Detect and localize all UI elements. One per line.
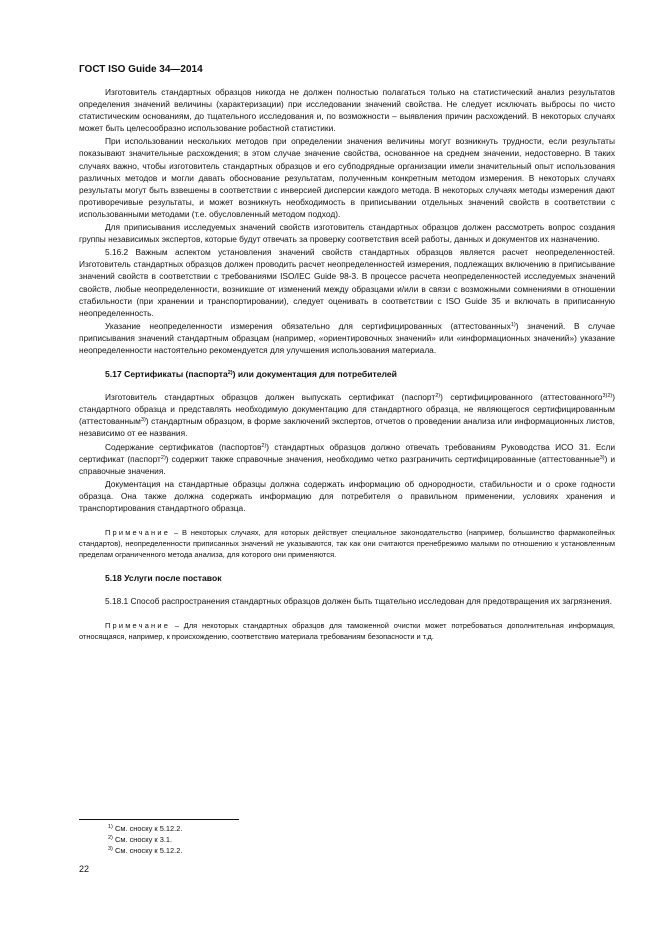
footnote-ref: 2) [261,442,267,449]
text-run: ) стандартных образцов должно отвечать требованиям Руководства ИСО 31. Если сертификат (паспорт [79,441,616,464]
footnote-ref: 3) [140,417,146,424]
document-body [79,86,615,642]
heading-text: 5.17 Сертификаты (паспорта [105,369,228,380]
footnote-ref: 2) [160,454,166,461]
text-run: Содержание сертификатов (паспортов [105,441,262,452]
note [79,620,615,642]
text-run: ) значений. В случае приписывания значений стандартным образцам (например, «ориентировочных значений» или «информационных значений») указание неопределенности настоятельно рекомендуется для улучшения использования материала. [79,320,616,355]
text-run: ) и справочные значения. [79,453,615,476]
footnote [108,846,182,857]
footnote-mark: 1) [108,824,113,830]
footnote-ref: 3)2) [602,393,613,400]
paragraph [79,391,615,439]
paragraph: 5.16.2 Важным аспектом установления значений свойств стандартных образцов является расчет неопределенностей. Изготовитель стандартных образцов должен проводить расчет неопределенностей измерения, подлежащих включению в приписывание значений свойств в соответствии с требованиями ISO/IEC Guide 98-3. В процессе расчета неопределенностей исследуемых значений свойств, любые неопределенности, возникшие от изменений между образцами и/или в связи с возможными сомнениями в отношении стабильности (при хранении и транспортировании), следует оценивать в соответствии с ISO Guide 35 и включать в приписанную неопределенность. [79,247,615,318]
footnote-mark: 3) [108,845,113,852]
text-run: ) стандартного образца и представлять необходимую документацию для стандартного образца, не являющегося сертифицированным (аттестованным [79,392,615,427]
footnote-separator [79,819,239,820]
footnote-ref: 1) [510,321,516,328]
section-heading: 5.18 Услуги после поставок [105,573,222,584]
paragraph: При использовании нескольких методов при определении значения величины могут возникнуть трудности, если результаты показывают значительные расхождения; в этом случае значение свойства, основанное на среднем значении, недостоверно. В таких случаях важно, чтобы изготовитель стандартных образцов и его субподрядные организации имели значительный опыт использования различных методов и могли давать обоснование результатам, полученным конкретным методом измерения. В некоторых случаях результаты могут быть взвешены в соответствии с инверсией дисперсии каждого метода. В некоторых случаях методы измерения дают противоречивые результаты, и может возникнуть необходимость в приписывании отдельных значений свойств в соответствии с использованными методами (т.е. обусловленный методом подход). [79,136,615,219]
document-header: ГОСТ ISO Guide 34—2014 [79,64,203,75]
text-run: ) стандартным образцом, в форме заключений экспертов, отчетов о проведении анализа или информационных листов, независимо от ее названия. [79,416,615,439]
footnote-mark: 2) [108,834,113,841]
footnote [108,824,182,835]
footnote-ref: 3) [599,454,605,461]
footnote [108,835,182,846]
paragraph: 5.18.1 Способ распространения стандартных образцов должен быть тщательно исследован для предотвращения их загрязнения. [105,596,612,607]
note [79,527,615,560]
note-text: – Для некоторых стандартных образцов для таможенной очистки может потребоваться дополнительная информация, относящаяся, например, к происхождению, соответствию материала требованиям безопасности и т.д. [79,621,615,642]
paragraph: Изготовитель стандартных образцов никогда не должен полностью полагаться только на статистический анализ результатов определения значений величины (характеризации) при исследовании значений свойства. Не следует исключать выбросы по чисто статистическим основаниям, до тщательного исследования и, по возможности – выявления причин расхождений. В некоторых случаях может быть целесообразно использование робастной статистики. [79,87,615,134]
text-run: Указание неопределенности измерения обязательно для сертифицированных (аттестованных [105,320,511,331]
heading-text: ) или документация для потребителей [232,369,397,380]
footnotes [108,824,182,856]
text-run: ) содержит также справочные значения, необходимо четко разграничить сертифицированные (аттестованные [165,453,600,464]
paragraph [79,320,615,356]
footnote-ref: 2) [435,393,441,400]
paragraph: Документация на стандартные образцы должна содержать информацию об однородности, стабильности и о сроке годности образца. Она также должна содержать информацию для потребителя о правильном применении, условиях хранения и транспортирования стандартного образца. [79,478,615,513]
footnote-text: См. сноску к 3.1. [112,834,173,844]
page-number: 22 [79,864,90,874]
text-run: ) сертифицированного (аттестованного [440,392,603,403]
footnote-text: См. сноску к 5.12.2. [112,824,183,833]
footnote-text: См. сноску к 5.12.2. [112,845,183,855]
paragraph: Для приписывания исследуемых значений свойств изготовитель стандартных образцов должен рассмотреть вопрос создания группы независимых экспертов, которые будут отвечать за проверку соответствия всей работы, данных и документов их назначению. [79,222,615,245]
note-label: Примечание [105,528,171,538]
note-text: – В некоторых случаях, для которых действует специальное законодательство (например, большинство фармакопейных стандартов), неопределенности приписанных значений не указываются, так как они считаются пренебрежимо малыми по отношению к установленным пределам ограниченного метода анализа, для которого они применяются. [79,528,615,560]
text-run: Изготовитель стандартных образцов должен выпускать сертификат (паспорт [105,392,436,403]
paragraph [79,441,615,477]
note-label: Примечание [105,621,171,631]
footnote-ref: 2) [227,370,233,377]
section-heading [79,368,615,380]
